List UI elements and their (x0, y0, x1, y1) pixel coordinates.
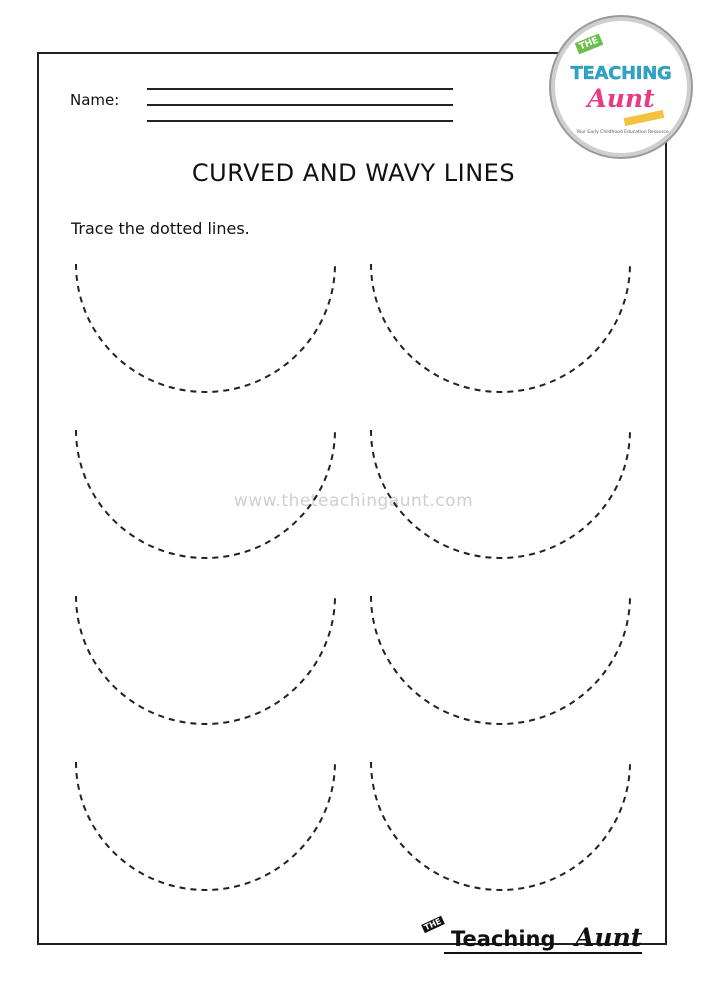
badge-tagline: Your Early Childhood Education Resource (576, 130, 669, 135)
tracing-curve-r1-c2 (371, 264, 630, 392)
watermark-url: www.theteachingaunt.com (233, 491, 474, 511)
teaching-aunt-badge-logo (551, 17, 691, 157)
footer-logo (418, 918, 658, 958)
tracing-curve-r2-c1 (76, 430, 335, 558)
tracing-curve-r1-c1 (76, 264, 335, 392)
worksheet-instruction: Trace the dotted lines. (71, 219, 250, 238)
tracing-curve-r4-c1 (76, 762, 335, 890)
name-label: Name: (70, 91, 120, 109)
tracing-curve-r3-c1 (76, 596, 335, 724)
badge-the-tag: THE (575, 34, 603, 55)
tracing-curve-r3-c2 (371, 596, 630, 724)
footer-teaching-word: Teaching (451, 927, 556, 951)
tracing-curve-r2-c2 (371, 430, 630, 558)
tracing-curve-r4-c2 (371, 762, 630, 890)
footer-the-tag: THE (422, 916, 443, 933)
footer-aunt-word: Aunt (575, 923, 643, 952)
worksheet-title: CURVED AND WAVY LINES (191, 159, 516, 187)
badge-teaching-word: TEACHING (570, 63, 672, 84)
footer-underline (444, 952, 642, 954)
badge-aunt-word: Aunt (587, 84, 655, 113)
